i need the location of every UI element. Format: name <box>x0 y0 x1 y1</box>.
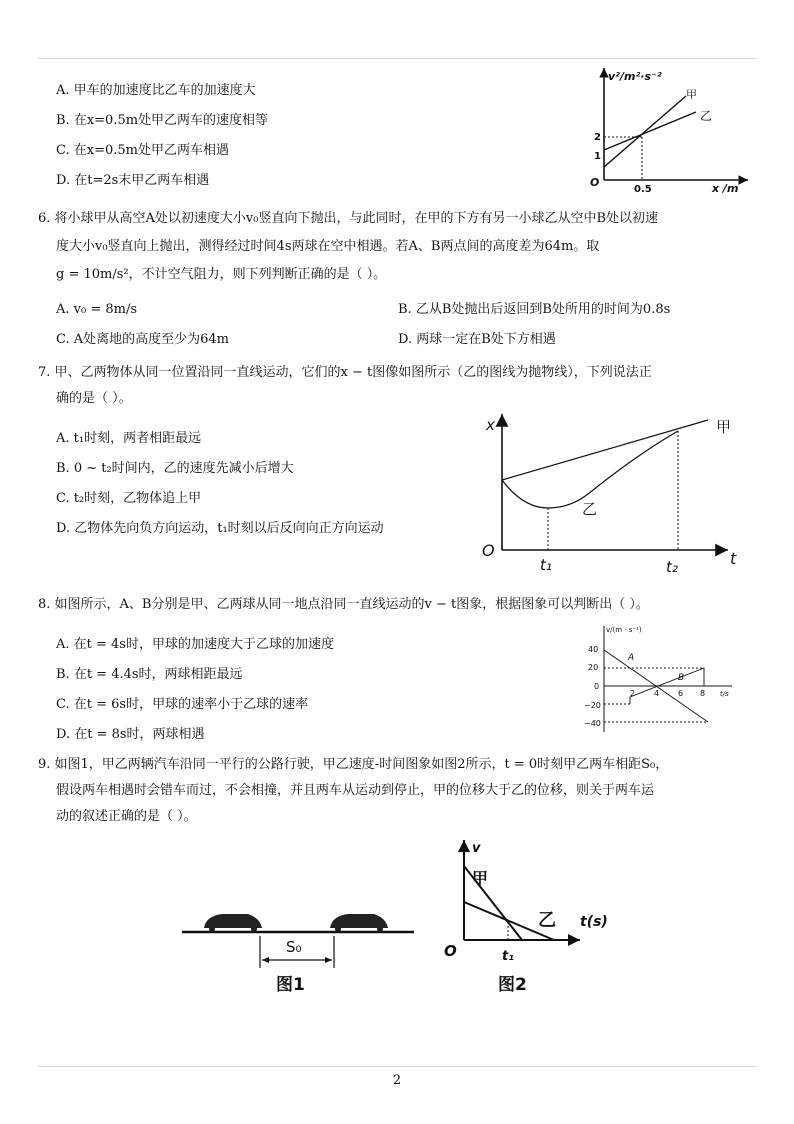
q5-option-c: C. 在x=0.5m处甲乙两车相遇 <box>56 143 229 158</box>
q7-curve-yi <box>502 431 678 508</box>
q8-xtick: 6 <box>678 689 684 698</box>
q6-stem-line-2: 度大小v₀竖直向上抛出，测得经过时间4s两球在空中相遇。若A、B两点间的高度差为64m。取 <box>56 239 600 254</box>
q9-figure-2 <box>442 834 612 999</box>
q8-xtick: 4 <box>654 689 660 698</box>
q9-stem-line-2: 假设两车相遇时会错车而过，不会相撞，并且两车从运动到停止，甲的位移大于乙的位移，则关于两车运 <box>56 783 655 798</box>
q5-origin: O <box>590 176 600 189</box>
q5-v2-x-graph <box>588 62 788 195</box>
q7-t2: t₂ <box>666 558 678 576</box>
q8-ylabel: v/(m · s⁻¹) <box>606 626 642 634</box>
q8-xtick: 8 <box>700 689 706 698</box>
q8-xtick: 2 <box>630 689 636 698</box>
q7-option-b: B. 0 ~ t₂时间内，乙的速度先减小后增大 <box>56 461 294 476</box>
q5-xlabel: x /m <box>712 182 739 195</box>
q6-stem-line-3: g = 10m/s²，不计空气阻力，则下列判断正确的是（ ）。 <box>56 267 387 282</box>
q8-stem: 8. 如图所示，A、B分别是甲、乙两球从同一地点沿同一直线运动的v − t图象，根据图象可以判断出（ ）。 <box>38 597 649 612</box>
q9-fig2-caption: 图2 <box>498 975 527 995</box>
q9-fig1-distance: S₀ <box>286 938 302 956</box>
q6-stem-line-1: 6. 将小球甲从高空A处以初速度大小v₀竖直向下抛出，与此同时，在甲的下方有另一小球乙从空中B处以初速 <box>38 211 659 226</box>
q9-fig2-t1: t₁ <box>502 949 514 964</box>
q6-option-c: C. A处离地的高度至少为64m <box>56 332 230 347</box>
q8-label-b: B <box>678 673 685 683</box>
q7-line-jia <box>502 420 708 480</box>
q7-x-t-graph <box>478 408 748 583</box>
q9-fig1-caption: 图1 <box>276 975 305 995</box>
q8-ytick: 20 <box>588 663 599 672</box>
q5-line-yi <box>604 112 696 150</box>
q9-stem-line-3: 动的叙述正确的是（ ）。 <box>56 809 197 824</box>
q9-stem-line-1: 9. 如图1，甲乙两辆汽车沿同一平行的公路行驶，甲乙速度-时间图象如图2所示，t = 0时刻甲乙两车相距S₀， <box>38 757 669 772</box>
page-number: 2 <box>392 1073 402 1088</box>
q7-stem-line-2: 确的是（ ）。 <box>56 391 132 406</box>
q7-option-a: A. t₁时刻，两者相距最远 <box>56 431 202 446</box>
q6-option-a: A. v₀ = 8m/s <box>56 302 138 317</box>
q6-option-d: D. 两球一定在B处下方相遇 <box>398 332 556 347</box>
q9-fig2-ylabel: v <box>472 841 481 856</box>
q8-option-d: D. 在t = 8s时，两球相遇 <box>56 727 205 742</box>
q5-ytick-2: 2 <box>594 132 601 143</box>
q7-origin: O <box>482 541 495 560</box>
q7-option-d: D. 乙物体先向负方向运动，t₁时刻以后反向向正方向运动 <box>56 521 384 536</box>
q7-ylabel: x <box>486 416 495 434</box>
q7-label-yi: 乙 <box>582 500 598 518</box>
q5-xtick: 0.5 <box>634 184 652 195</box>
q7-label-jia: 甲 <box>716 418 732 436</box>
q9-fig2-label-jia: 甲 <box>472 869 489 888</box>
q8-ytick: −40 <box>584 719 601 728</box>
q8-option-b: B. 在t = 4.4s时，两球相距最远 <box>56 667 243 682</box>
q8-ytick: −20 <box>584 701 601 710</box>
top-divider <box>38 58 756 59</box>
q5-ytick-1: 1 <box>594 151 601 162</box>
q5-ylabel: v²/m²·s⁻² <box>608 70 662 83</box>
q5-label-yi: 乙 <box>700 109 713 123</box>
q8-ytick: 40 <box>588 645 599 654</box>
q8-option-c: C. 在t = 6s时，甲球的速率小于乙球的速率 <box>56 697 309 712</box>
q9-fig2-label-yi: 乙 <box>538 910 556 931</box>
q7-stem-line-1: 7. 甲、乙两物体从同一位置沿同一直线运动，它们的x − t图像如图所示（乙的图线为抛物线），下列说法正 <box>38 365 652 380</box>
q8-label-a: A <box>628 653 635 663</box>
q9-figure-1 <box>182 904 422 994</box>
q5-option-d: D. 在t=2s末甲乙两车相遇 <box>56 173 210 188</box>
q6-option-b: B. 乙从B处抛出后返回到B处所用的时间为0.8s <box>398 302 671 317</box>
car-right-icon <box>330 914 388 928</box>
q5-option-a: A. 甲车的加速度比乙车的加速度大 <box>56 83 256 98</box>
q8-option-a: A. 在t = 4s时，甲球的加速度大于乙球的加速度 <box>56 637 334 652</box>
car-left-icon <box>204 914 262 928</box>
q5-line-jia <box>604 96 686 167</box>
q5-label-jia: 甲 <box>686 88 697 101</box>
q7-xlabel: t <box>730 549 737 568</box>
q8-v-t-graph <box>584 622 744 737</box>
q9-fig2-xlabel: t(s) <box>580 914 608 930</box>
q8-xlabel: t/s <box>720 690 729 698</box>
bottom-divider <box>38 1066 756 1067</box>
q9-fig2-origin: O <box>444 942 457 960</box>
q7-t1: t₁ <box>540 556 552 574</box>
q7-option-c: C. t₂时刻，乙物体追上甲 <box>56 491 202 506</box>
q5-option-b: B. 在x=0.5m处甲乙两车的速度相等 <box>56 113 269 128</box>
q8-ytick: 0 <box>594 682 600 691</box>
